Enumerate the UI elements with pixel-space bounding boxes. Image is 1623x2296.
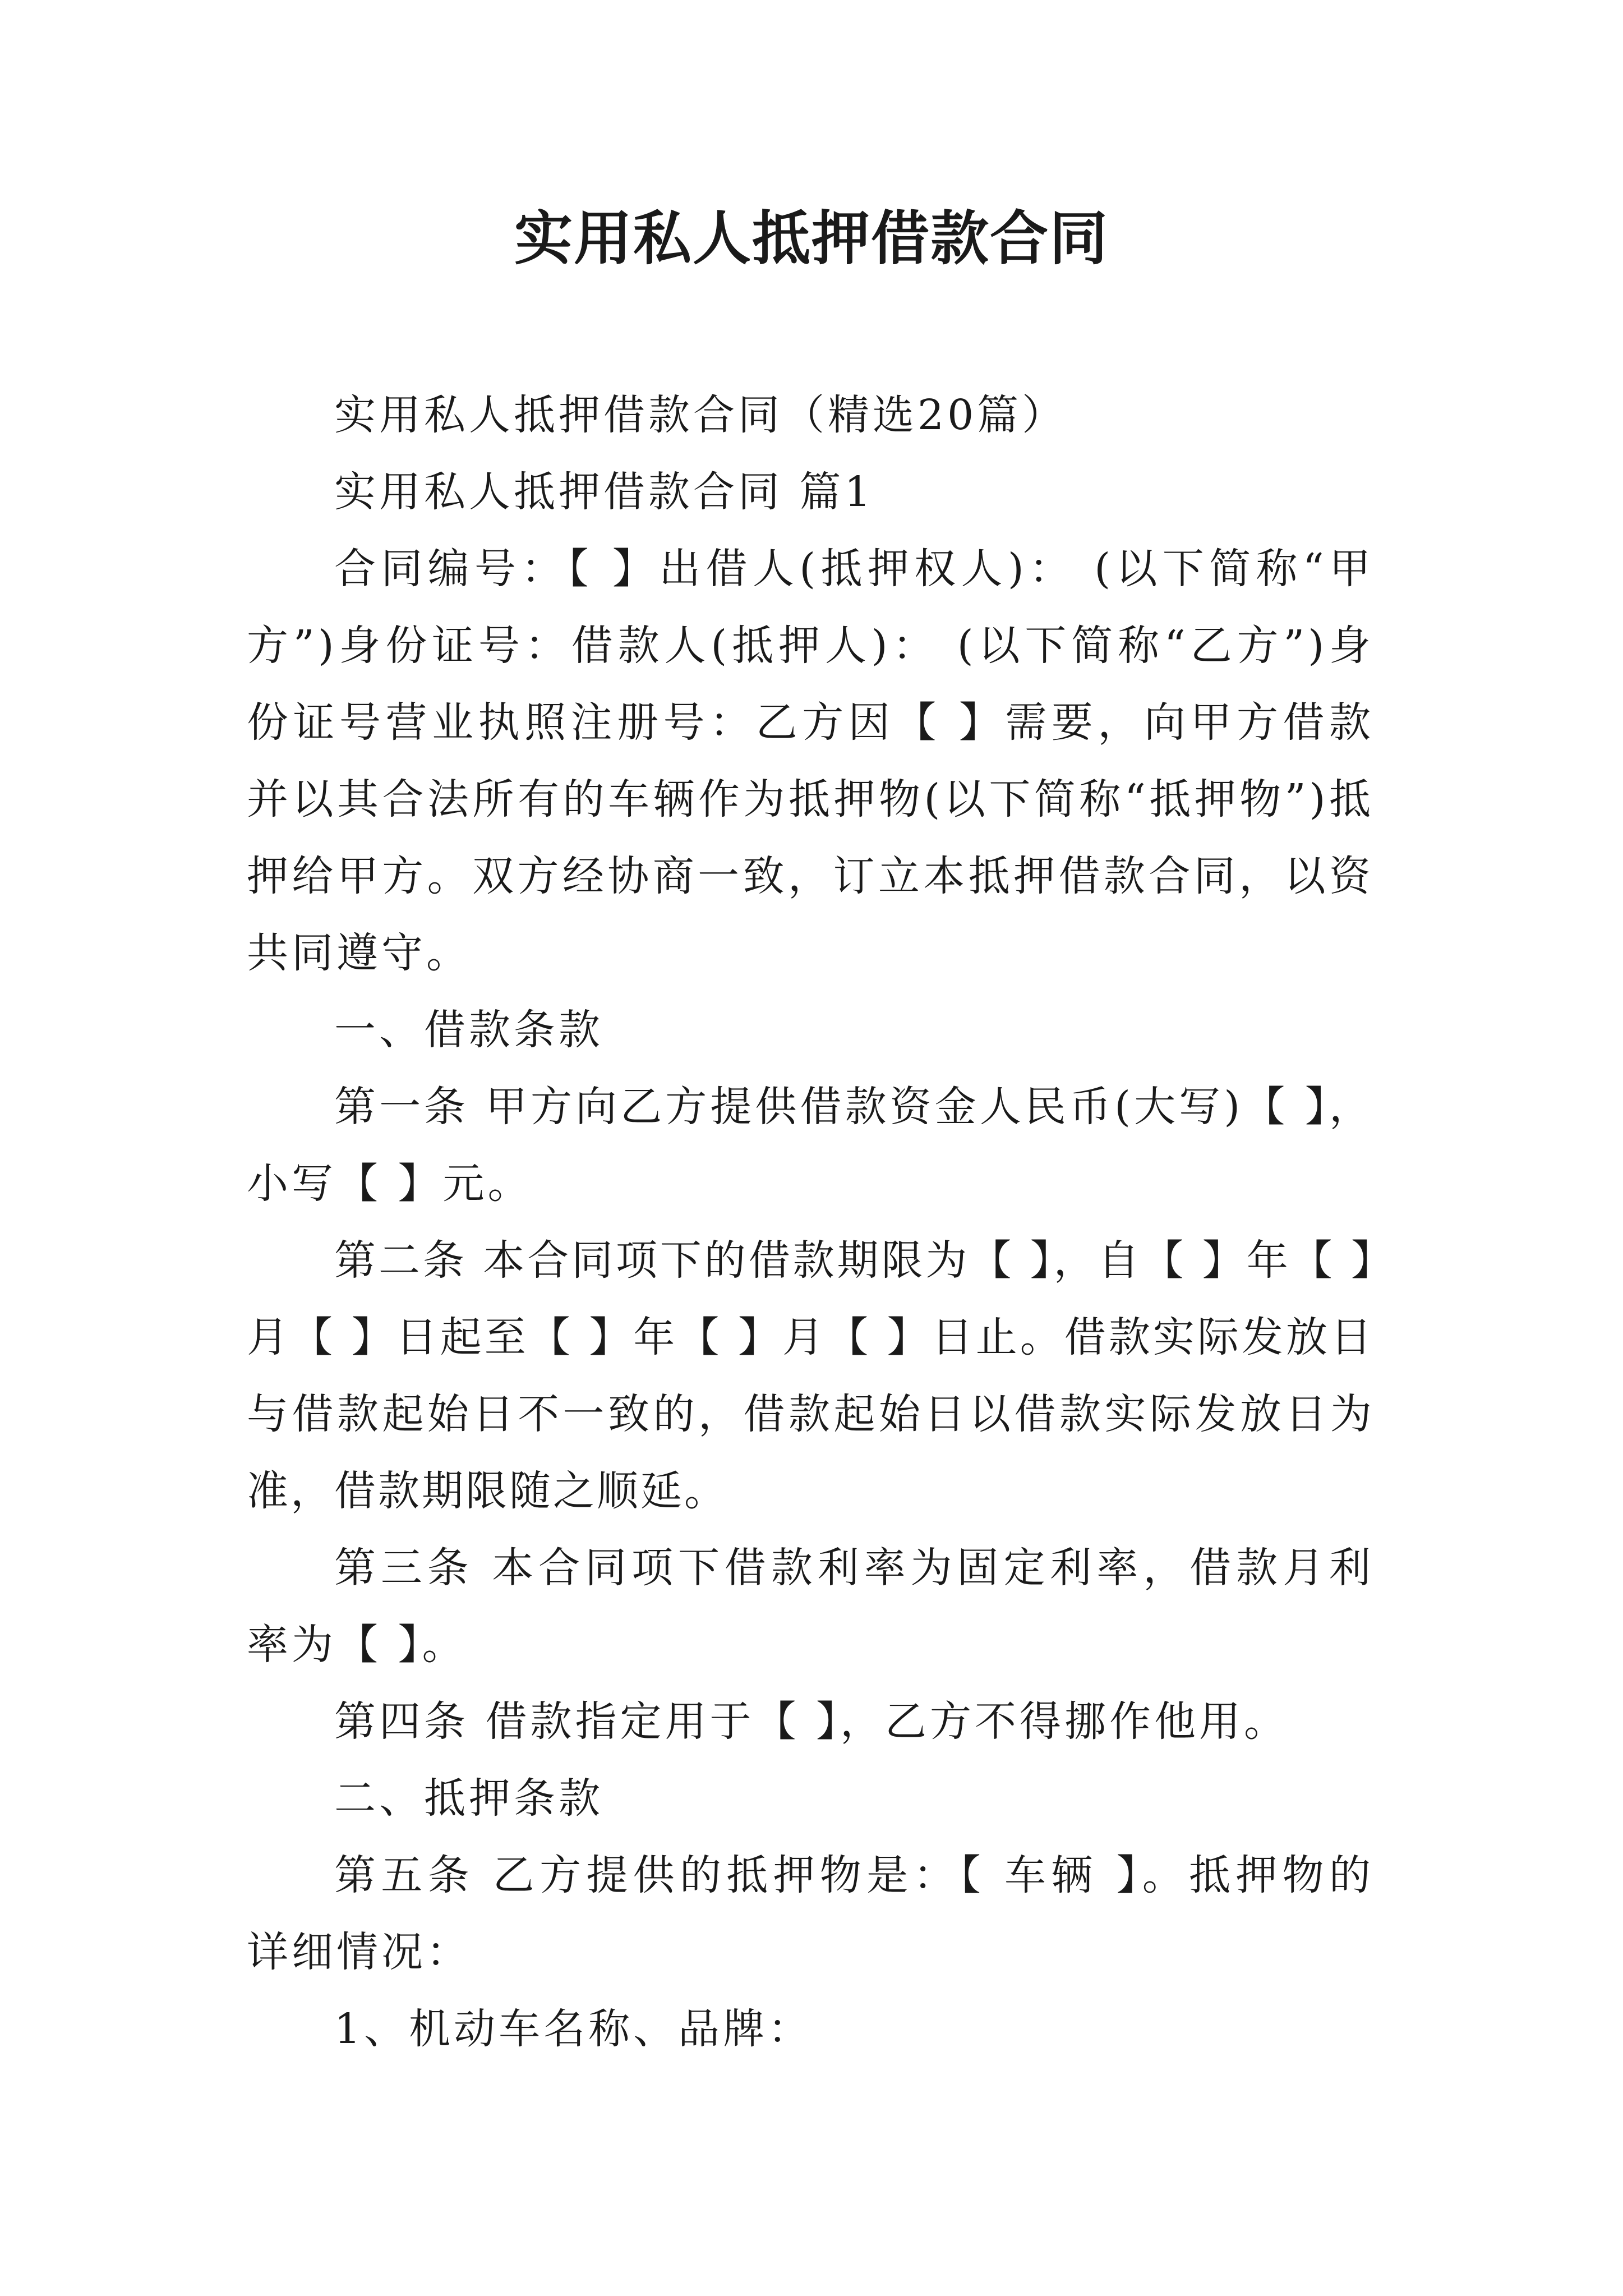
- document-title: 实用私人抵押借款合同: [514, 204, 1109, 273]
- paragraph-preamble: 合同编号：【 】出借人(抵押权人)： (以下简称“甲方”)身份证号：借款人(抵押人)： (以下简称“乙方”)身份证号营业执照注册号：乙方因【 】需要，向甲方借款并以其合法所有的车辆作为抵押物(以下简称“抵押物”)抵押给甲方。双方经协商一致，订立本抵押借款合同，以资共同遵守。: [247, 545, 1374, 977]
- article-4: 第四条 借款指定用于【 】，乙方不得挪作他用。: [334, 1697, 1289, 1746]
- article-3: 第三条 本合同项下借款利率为固定利率，借款月利率为【 】。: [247, 1544, 1374, 1669]
- article-5: 第五条 乙方提供的抵押物是：【 车辆 】。抵押物的详细情况：: [247, 1851, 1374, 1976]
- paragraph-subtitle: 实用私人抵押借款合同（精选20篇）: [334, 391, 1067, 439]
- section-heading-loan-terms: 一、借款条款: [334, 1006, 603, 1054]
- article-2: 第二条 本合同项下的借款期限为【 】，自【 】年【 】月【 】日起至【 】年【 】月【 】日止。借款实际发放日与借款起始日不一致的，借款起始日以借款实际发放日为准，借款期限随之顺延。: [247, 1236, 1374, 1515]
- article-1: 第一条 甲方向乙方提供借款资金人民币(大写)【 】，小写【 】元。: [247, 1083, 1374, 1208]
- paragraph-part-heading: 实用私人抵押借款合同 篇1: [334, 468, 874, 516]
- section-heading-mortgage-terms: 二、抵押条款: [334, 1774, 603, 1823]
- document-body: [247, 377, 1374, 2068]
- list-item-1: 1、机动车名称、品牌：: [334, 2005, 813, 2053]
